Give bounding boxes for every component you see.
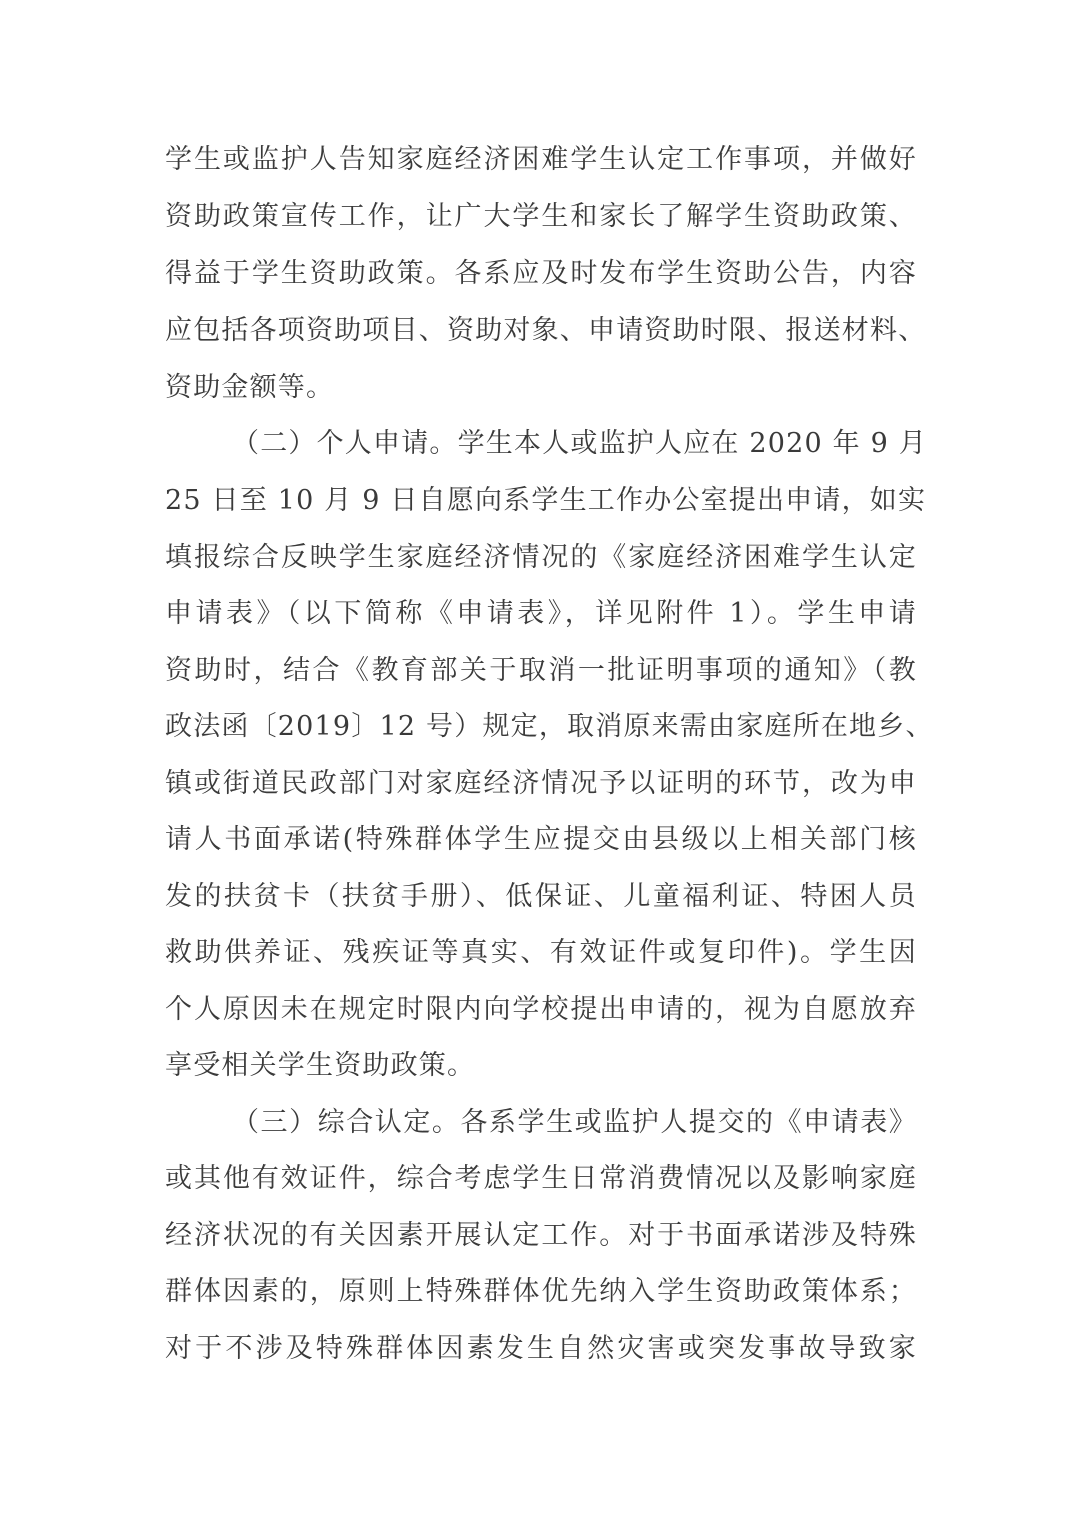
text-line: 25 日至 10 月 9 日自愿向系学生工作办公室提出申请，如实 xyxy=(165,485,927,516)
text-line: 申请表》（以下简称《申请表》，详见附件 1）。学生申请 xyxy=(165,598,917,629)
text-line: 镇或街道民政部门对家庭经济情况予以证明的环节，改为申 xyxy=(165,768,917,799)
text-line: 享受相关学生资助政策。 xyxy=(165,1050,476,1081)
text-line: 得益于学生资助政策。各系应及时发布学生资助公告，内容 xyxy=(165,258,917,289)
text-line: 经济状况的有关因素开展认定工作。对于书面承诺涉及特殊 xyxy=(165,1220,917,1251)
text-line: 资助时，结合《教育部关于取消一批证明事项的通知》（教 xyxy=(165,655,917,686)
paragraph-heading-line: （二）个人申请。学生本人或监护人应在 2020 年 9 月 xyxy=(232,428,928,459)
text-line: 学生或监护人告知家庭经济困难学生认定工作事项，并做好 xyxy=(165,144,917,175)
text-line: 资助政策宣传工作，让广大学生和家长了解学生资助政策、 xyxy=(165,201,917,232)
text-line: 资助金额等。 xyxy=(165,372,335,403)
text-line: 群体因素的，原则上特殊群体优先纳入学生资助政策体系； xyxy=(165,1276,917,1307)
text-line: 发的扶贫卡（扶贫手册）、低保证、儿童福利证、特困人员 xyxy=(165,881,917,912)
text-line: 救助供养证、残疾证等真实、有效证件或复印件)。学生因 xyxy=(165,937,917,968)
text-line: 个人原因未在规定时限内向学校提出申请的，视为自愿放弃 xyxy=(165,994,917,1025)
text-line: 应包括各项资助项目、资助对象、申请资助时限、报送材料、 xyxy=(165,315,927,346)
paragraph-heading-line: （三）综合认定。各系学生或监护人提交的《申请表》 xyxy=(232,1107,917,1138)
text-line: 请人书面承诺(特殊群体学生应提交由县级以上相关部门核 xyxy=(165,824,917,855)
text-line: 政法函〔2019〕12 号）规定，取消原来需由家庭所在地乡、 xyxy=(165,711,934,742)
text-line: 填报综合反映学生家庭经济情况的《家庭经济困难学生认定 xyxy=(165,542,917,573)
text-line: 或其他有效证件，综合考虑学生日常消费情况以及影响家庭 xyxy=(165,1163,917,1194)
text-line: 对于不涉及特殊群体因素发生自然灾害或突发事故导致家 xyxy=(165,1333,917,1364)
